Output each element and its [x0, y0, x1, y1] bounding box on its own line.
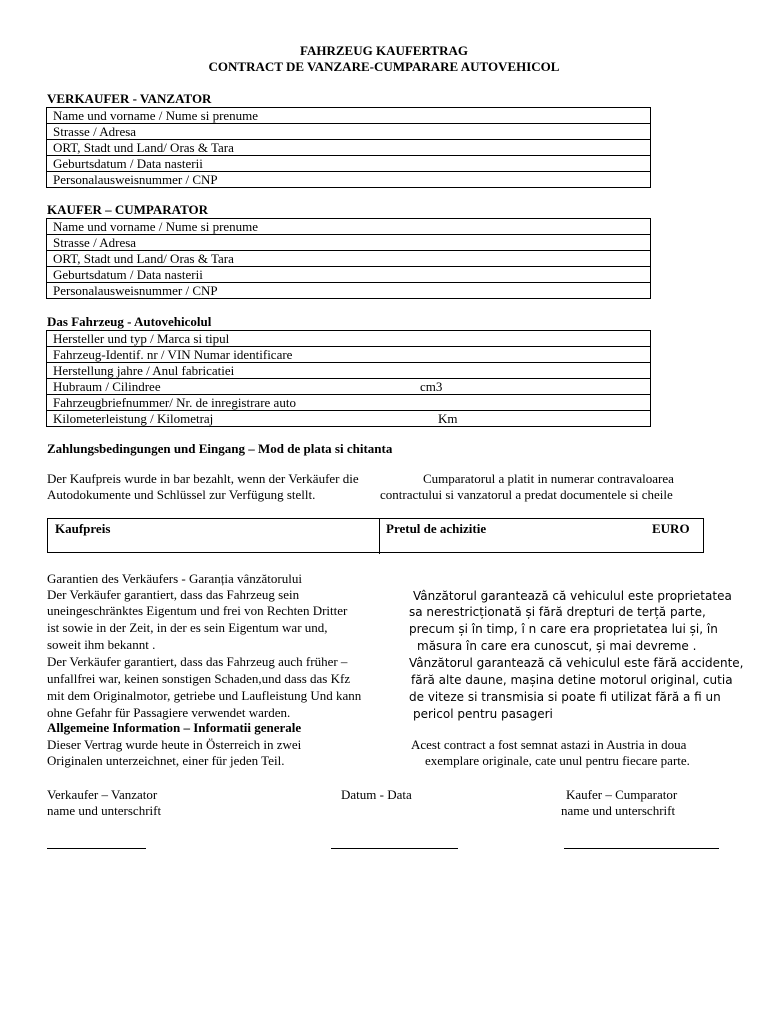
buyer-table	[46, 218, 651, 299]
general-de-line1: Dieser Vertrag wurde heute in Österreich in zwei	[47, 737, 302, 752]
seller-table	[46, 107, 651, 188]
guarantee-ro-line: Vânzătorul garantează că vehiculul este proprietatea	[413, 589, 732, 603]
buyer-city-field[interactable]: ORT, Stadt und Land/ Oras & Tara	[47, 251, 651, 267]
payment-de-line2: Autodokumente und Schlüssel zur Verfügung stellt.	[47, 487, 316, 502]
signature-date-label: Datum - Data	[341, 787, 412, 802]
guarantee-ro-line: precum și în timp, î n care era proprietatea lui și, în	[409, 622, 718, 636]
vehicle-displacement-label: Hubraum / Cilindree	[53, 379, 161, 394]
guarantee-de-line: Der Verkäufer garantiert, dass das Fahrzeug sein	[47, 587, 300, 602]
vehicle-heading: Das Fahrzeug - Autovehicolul	[47, 314, 212, 329]
guarantee-de-line: mit dem Originalmotor, getriebe und Laufleistung Und kann	[47, 688, 362, 703]
buyer-birthdate-field[interactable]: Geburtsdatum / Data nasterii	[47, 267, 651, 283]
guarantee-de-line: uneingeschränktes Eigentum und frei von Rechten Dritter	[47, 603, 348, 618]
vehicle-vin-field[interactable]: Fahrzeug-Identif. nr / VIN Numar identificare	[47, 347, 651, 363]
vehicle-displacement-field[interactable]	[47, 379, 651, 395]
buyer-address-field[interactable]: Strasse / Adresa	[47, 235, 651, 251]
guarantee-de-line: soweit ihm bekannt .	[47, 637, 156, 652]
seller-address-field[interactable]: Strasse / Adresa	[47, 124, 651, 140]
seller-birthdate-field[interactable]: Geburtsdatum / Data nasterii	[47, 156, 651, 172]
guarantee-de-line: ist sowie in der Zeit, in der es sein Eigentum war und,	[47, 620, 328, 635]
signature-seller-line[interactable]	[47, 848, 146, 849]
title-de: FAHRZEUG KAUFERTRAG	[300, 43, 468, 58]
payment-ro-line1: Cumparatorul a platit in numerar contravaloarea	[423, 471, 674, 486]
buyer-id-field[interactable]: Personalausweisnummer / CNP	[47, 283, 651, 299]
vehicle-mileage-field[interactable]	[47, 411, 651, 427]
title-ro: CONTRACT DE VANZARE-CUMPARARE AUTOVEHICOL	[208, 59, 560, 74]
price-label-de: Kaufpreis	[55, 521, 111, 536]
price-box[interactable]	[47, 518, 704, 553]
guarantee-ro-line: măsura în care era cunoscut, și mai devreme .	[417, 639, 697, 653]
seller-name-field[interactable]: Name und vorname / Nume si prenume	[47, 108, 651, 124]
vehicle-mileage-label: Kilometerleistung / Kilometraj	[53, 411, 214, 426]
buyer-heading: KAUFER – CUMPARATOR	[47, 202, 209, 217]
payment-de-line1: Der Kaufpreis wurde in bar bezahlt, wenn der Verkäufer die	[47, 471, 359, 486]
signature-buyer-sublabel: name und unterschrift	[561, 803, 676, 818]
guarantee-ro-line: fără alte daune, mașina detine motorul original, cutia	[411, 673, 733, 687]
seller-heading: VERKAUFER - VANZATOR	[47, 91, 212, 106]
unit-cm3: cm3	[420, 379, 443, 394]
general-de-line2: Originalen unterzeichnet, einer für jeden Teil.	[47, 753, 285, 768]
general-ro-line1: Acest contract a fost semnat astazi in Austria in doua	[411, 737, 687, 752]
payment-ro-line2: contractului si vanzatorul a predat documentele si cheile	[380, 487, 673, 502]
vehicle-registration-field[interactable]: Fahrzeugbriefnummer/ Nr. de inregistrare auto	[47, 395, 651, 411]
general-heading: Allgemeine Information – Informatii generale	[47, 720, 302, 735]
guarantee-heading: Garantien des Verkäufers - Garanția vânzătorului	[47, 571, 302, 586]
guarantee-ro-line: Vânzătorul garantează că vehiculul este fără accidente,	[409, 656, 744, 670]
vehicle-year-field[interactable]: Herstellung jahre / Anul fabricatiei	[47, 363, 651, 379]
signature-seller-label: Verkaufer – Vanzator	[47, 787, 158, 802]
price-label-ro: Pretul de achizitie	[386, 521, 487, 536]
price-currency: EURO	[652, 521, 690, 536]
seller-id-field[interactable]: Personalausweisnummer / CNP	[47, 172, 651, 188]
vehicle-make-field[interactable]: Hersteller und typ / Marca si tipul	[47, 331, 651, 347]
guarantee-ro-line: sa nerestricționată și fără drepturi de terță parte,	[409, 605, 706, 619]
signature-buyer-line[interactable]	[564, 848, 719, 849]
seller-city-field[interactable]: ORT, Stadt und Land/ Oras & Tara	[47, 140, 651, 156]
general-ro-line2: exemplare originale, cate unul pentru fiecare parte.	[425, 753, 690, 768]
signature-buyer-label: Kaufer – Cumparator	[566, 787, 678, 802]
guarantee-ro-line: pericol pentru pasageri	[413, 707, 553, 721]
guarantee-de-line: unfallfrei war, keinen sonstigen Schaden,und dass das Kfz	[47, 671, 351, 686]
guarantee-de-line: ohne Gefahr für Passagiere verwendet warden.	[47, 705, 291, 720]
guarantee-de-line: Der Verkäufer garantiert, dass das Fahrzeug auch früher –	[47, 654, 348, 669]
guarantee-ro-line: de viteze si transmisia si poate fi utilizat fără a fi un	[409, 690, 721, 704]
unit-km: Km	[438, 411, 458, 426]
price-box-divider	[379, 519, 380, 554]
vehicle-table	[46, 330, 651, 427]
signature-seller-sublabel: name und unterschrift	[47, 803, 162, 818]
signature-date-line[interactable]	[331, 848, 458, 849]
payment-heading: Zahlungsbedingungen und Eingang – Mod de plata si chitanta	[47, 441, 393, 456]
buyer-name-field[interactable]: Name und vorname / Nume si prenume	[47, 219, 651, 235]
